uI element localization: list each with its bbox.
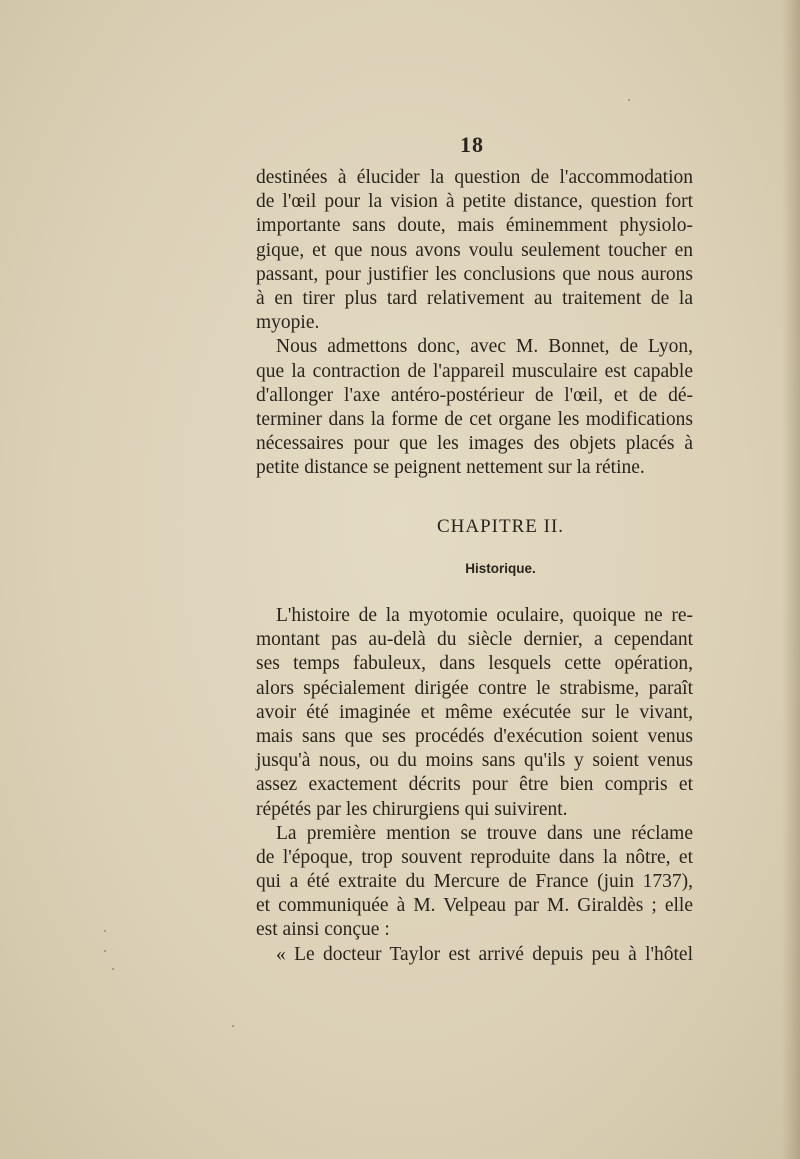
text-block-upper <box>256 166 693 480</box>
text-line: gique, et que nous avons voulu seulement toucher en <box>256 239 693 261</box>
text-line: myopie. <box>256 312 320 334</box>
text-line: mais sans que ses procédés d'exécution soient venus <box>256 725 693 747</box>
text-line: d'allonger l'axe antéro-postérieur de l'œil, et de dé- <box>256 384 693 406</box>
text-line: assez exactement décrits pour être bien compris et <box>256 774 693 796</box>
text-line: alors spécialement dirigée contre le strabisme, paraît <box>256 677 693 699</box>
text-line: passant, pour justifier les conclusions que nous aurons <box>256 263 693 285</box>
text-line: destinées à élucider la question de l'accommodation <box>256 167 693 188</box>
paper-speck <box>112 968 114 970</box>
text-line: petite distance se peignent nettement sur la rétine. <box>256 457 645 479</box>
paragraph-1 <box>256 166 693 335</box>
paper-speck <box>104 950 106 952</box>
chapter-subtitle: Historique. <box>465 561 536 576</box>
text-line: qui a été extraite du Mercure de France (juin 1737), <box>256 871 693 893</box>
text-line: jusqu'à nous, ou du moins sans qu'ils y soient venus <box>256 750 693 772</box>
text-line: Nous admettons donc, avec M. Bonnet, de Lyon, <box>276 336 693 358</box>
text-line: importante sans doute, mais éminemment physiolo- <box>256 215 693 237</box>
text-line: est ainsi conçue : <box>256 919 390 941</box>
text-line: et communiquée à M. Velpeau par M. Giraldès ; elle <box>256 895 693 917</box>
text-line: ses temps fabuleux, dans lesquels cette opération, <box>256 653 693 675</box>
page-number: 18 <box>460 132 484 157</box>
paragraph-5 <box>256 943 693 967</box>
paragraph-4 <box>256 822 693 943</box>
text-line: avoir été imaginée et même exécutée sur le vivant, <box>256 701 693 723</box>
text-line: « Le docteur Taylor est arrivé depuis peu à l'hôtel <box>276 943 693 965</box>
text-line: que la contraction de l'appareil musculaire est capable <box>256 360 693 382</box>
text-line: à en tirer plus tard relativement au traitement de la <box>256 287 693 309</box>
paper-speck <box>628 99 630 101</box>
text-line: terminer dans la forme de cet organe les modifications <box>256 408 693 430</box>
paper-speck <box>104 930 106 932</box>
text-line: de l'œil pour la vision à petite distance, question fort <box>256 191 693 213</box>
text-line: L'histoire de la myotomie oculaire, quoique ne re- <box>276 605 693 626</box>
text-line: montant pas au-delà du siècle dernier, a cependant <box>256 629 693 651</box>
text-line: La première mention se trouve dans une réclame <box>276 822 693 844</box>
paper-speck <box>232 1025 234 1027</box>
text-line: nécessaires pour que les images des objets placés à <box>256 433 693 455</box>
text-line: répétés par les chirurgiens qui suivirent. <box>256 798 568 820</box>
text-block-lower <box>256 604 693 967</box>
chapter-title: CHAPITRE II. <box>436 516 565 537</box>
paragraph-2 <box>256 335 693 480</box>
paragraph-3 <box>256 604 693 822</box>
text-line: de l'époque, trop souvent reproduite dans la nôtre, et <box>256 846 693 868</box>
